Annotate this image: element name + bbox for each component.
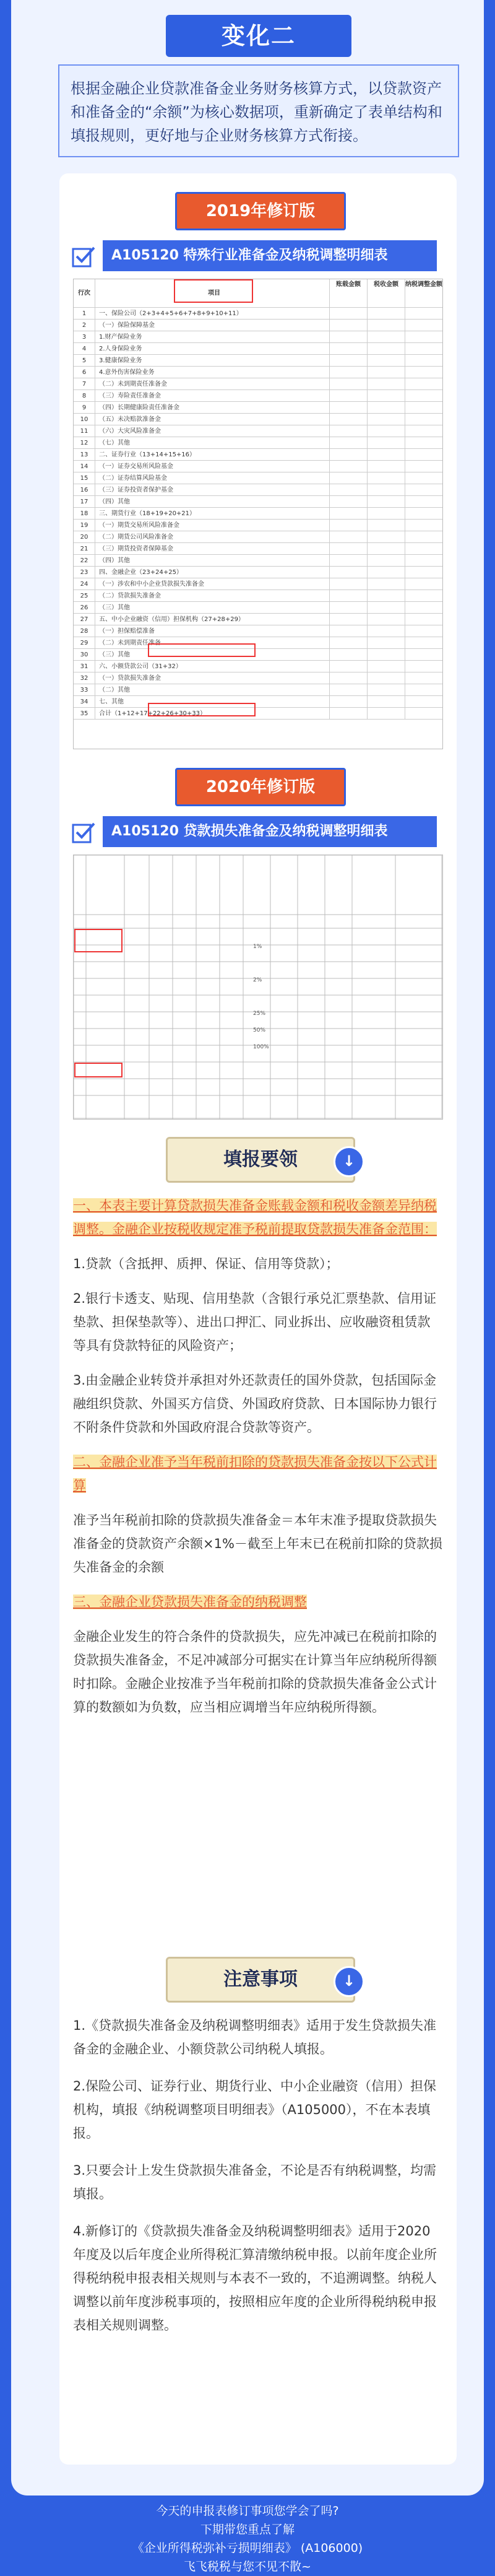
row-number: 29 xyxy=(74,637,95,648)
version-badge-2020: 2020年修订版 xyxy=(175,768,346,806)
table-row xyxy=(74,567,442,578)
table-row xyxy=(74,449,442,461)
row-item: 1.财产保险业务 xyxy=(95,331,330,342)
table-row xyxy=(74,555,442,567)
row-cell xyxy=(405,449,442,460)
table-title-2019 xyxy=(103,240,437,271)
row-cell xyxy=(368,367,405,378)
notes-p1: 1.《贷款损失准备金及纳税调整明细表》适用于发生贷款损失准备金的金融企业、小额贷款公司纳税人填报。 xyxy=(73,2018,437,2056)
row-item: （三）期货投资者保障基金 xyxy=(95,543,330,554)
table-row xyxy=(74,343,442,355)
row-number: 8 xyxy=(74,390,95,401)
table-row xyxy=(74,390,442,402)
row-number: 25 xyxy=(74,590,95,601)
row-cell xyxy=(405,390,442,401)
row-cell xyxy=(368,555,405,566)
table-row xyxy=(74,367,442,378)
table-row xyxy=(74,484,442,496)
row-number: 23 xyxy=(74,567,95,578)
row-number: 14 xyxy=(74,461,95,472)
row-number: 13 xyxy=(74,449,95,460)
row-cell xyxy=(405,625,442,637)
row-cell xyxy=(405,555,442,566)
guide-text xyxy=(73,1194,443,1719)
row-cell xyxy=(368,614,405,625)
row-number: 22 xyxy=(74,555,95,566)
table-row xyxy=(74,637,442,649)
row-cell xyxy=(405,320,442,331)
row-cell xyxy=(368,696,405,707)
row-item: （二）未到期责任准备 xyxy=(95,637,330,648)
row-cell xyxy=(368,461,405,472)
guide-p1: 一、本表主要计算贷款损失准备金账载金额和税收金额差异纳税调整。金融企业按税收规定准予税前提取贷款损失准备金范围： xyxy=(73,1198,437,1237)
row-item: 3.健康保险业务 xyxy=(95,355,330,366)
row-cell xyxy=(405,637,442,648)
row-item: 2.人身保险业务 xyxy=(95,343,330,354)
table-row xyxy=(74,696,442,708)
row-cell xyxy=(330,308,368,319)
row-cell xyxy=(405,496,442,507)
row-cell xyxy=(368,449,405,460)
row-cell xyxy=(330,390,368,401)
row-number: 1 xyxy=(74,308,95,319)
table-row xyxy=(74,508,442,520)
row-number: 32 xyxy=(74,672,95,684)
notes-p2: 2.保险公司、证券行业、期货行业、中小企业融资（信用）担保机构，填报《纳税调整项目明细表》（A105000），不在本表填报。 xyxy=(73,2079,437,2141)
table-row xyxy=(74,708,442,720)
highlight-box xyxy=(148,703,256,716)
row-item: 四、金融企业（23+24+25） xyxy=(95,567,330,578)
content-card xyxy=(11,0,484,2496)
row-number: 3 xyxy=(74,331,95,342)
row-number: 24 xyxy=(74,578,95,590)
row-cell xyxy=(405,614,442,625)
row-cell xyxy=(405,367,442,378)
row-cell xyxy=(330,555,368,566)
col-head-tax: 税收金额 xyxy=(368,279,405,308)
row-cell xyxy=(330,331,368,342)
row-cell xyxy=(330,614,368,625)
table-row xyxy=(74,684,442,696)
intro-text: 根据金融企业贷款准备金业务财务核算方式，以贷款资产和准备金的“余额”为核心数据项，重新确定了表单结构和填报规则，更好地与企业财务核算方式衔接。 xyxy=(58,64,459,157)
row-number: 20 xyxy=(74,531,95,542)
table-row xyxy=(74,578,442,590)
row-number: 9 xyxy=(74,402,95,413)
table-row xyxy=(74,308,442,320)
row-cell xyxy=(330,649,368,660)
row-cell xyxy=(330,543,368,554)
col-head-book: 账载金额 xyxy=(330,279,368,308)
table-name-2019: 特殊行业准备金及纳税调整明细表 xyxy=(183,248,388,263)
row-item: 五、中小企业融资（信用）担保机构（27+28+29） xyxy=(95,614,330,625)
row-cell xyxy=(330,567,368,578)
row-cell xyxy=(368,590,405,601)
pct-label: 25% xyxy=(253,1011,266,1017)
row-cell xyxy=(330,402,368,413)
row-item: （四）其他 xyxy=(95,496,330,507)
guide-p8: 金融企业发生的符合条件的贷款损失，应先冲减已在税前扣除的贷款损失准备金，不足冲减部分可据实在计算当年应纳税所得额时扣除。金融企业按准予当年税前扣除的贷款损失准备金公式计算的数额如为负数，应当相应调增当年应纳税所得额。 xyxy=(73,1629,437,1715)
row-cell xyxy=(405,402,442,413)
row-cell xyxy=(405,708,442,719)
row-cell xyxy=(368,355,405,366)
row-item: （一）贷款损失准备金 xyxy=(95,672,330,684)
guide-p3: 2.银行卡透支、贴现、信用垫款（含银行承兑汇票垫款、信用证垫款、担保垫款等）、进出口押汇、同业拆出、应收融资租赁款等具有贷款特征的风险资产； xyxy=(73,1291,437,1353)
row-cell xyxy=(330,684,368,695)
guide-label: 填报要领 xyxy=(223,1149,298,1170)
row-item: （一）担保赔偿准备 xyxy=(95,625,330,637)
table-row xyxy=(74,402,442,414)
row-cell xyxy=(330,472,368,484)
row-cell xyxy=(405,461,442,472)
row-cell xyxy=(330,637,368,648)
row-cell xyxy=(368,472,405,484)
notes-label: 注意事项 xyxy=(223,1969,298,1990)
table-code-2019: A105120 xyxy=(111,248,179,263)
guide-p5: 二、金融企业准予当年税前扣除的贷款损失准备金按以下公式计算 xyxy=(73,1455,437,1493)
col-head-adjust: 纳税调整金额 xyxy=(405,281,442,288)
row-number: 6 xyxy=(74,367,95,378)
row-item: （三）寿险责任准备金 xyxy=(95,390,330,401)
table-body xyxy=(74,308,442,720)
table-title-2020 xyxy=(103,816,437,847)
row-cell xyxy=(330,355,368,366)
row-number: 18 xyxy=(74,508,95,519)
row-cell xyxy=(330,508,368,519)
row-cell xyxy=(330,625,368,637)
guide-p6: 准予当年税前扣除的贷款损失准备金＝本年末准予提取贷款损失准备金的贷款资产余额×1%－截至上年末已在税前扣除的贷款损失准备金的余额 xyxy=(73,1513,442,1575)
table-2020 xyxy=(73,855,443,1120)
row-cell xyxy=(368,625,405,637)
row-cell xyxy=(330,425,368,437)
row-item: （一）期货交易所风险准备金 xyxy=(95,520,330,531)
row-cell xyxy=(405,355,442,366)
row-cell xyxy=(405,378,442,389)
row-cell xyxy=(368,343,405,354)
table-row xyxy=(74,531,442,543)
row-number: 17 xyxy=(74,496,95,507)
row-item: （二）其他 xyxy=(95,684,330,695)
row-cell xyxy=(330,578,368,590)
version-badge-2019: 2019年修订版 xyxy=(175,192,346,230)
row-cell xyxy=(330,661,368,672)
row-cell xyxy=(405,472,442,484)
row-number: 35 xyxy=(74,708,95,719)
arrow-down-icon: ↓ xyxy=(334,1966,364,1997)
section-pill-guide xyxy=(166,1137,355,1183)
row-item: 二、证券行业（13+14+15+16） xyxy=(95,449,330,460)
table-row xyxy=(74,378,442,390)
table-row xyxy=(74,320,442,331)
row-number: 34 xyxy=(74,696,95,707)
notes-text xyxy=(73,2014,443,2337)
row-number: 4 xyxy=(74,343,95,354)
row-cell xyxy=(368,543,405,554)
row-cell xyxy=(405,590,442,601)
row-cell xyxy=(330,367,368,378)
row-cell xyxy=(405,331,442,342)
row-number: 2 xyxy=(74,320,95,331)
row-item: （五）未决赔款准备金 xyxy=(95,414,330,425)
table-row xyxy=(74,437,442,449)
row-cell xyxy=(405,437,442,448)
table-row xyxy=(74,425,442,437)
table-code-2020: A105120 xyxy=(111,824,179,839)
row-item: 4.意外伤害保险业务 xyxy=(95,367,330,378)
footer-line-1: 今天的申报表修订事项您学会了吗? xyxy=(156,2504,339,2518)
section-title: 变化二 xyxy=(166,15,351,57)
table-row xyxy=(74,602,442,614)
row-cell xyxy=(368,520,405,531)
row-cell xyxy=(368,308,405,319)
row-cell xyxy=(330,461,368,472)
highlight-box xyxy=(174,279,253,303)
row-number: 5 xyxy=(74,355,95,366)
row-cell xyxy=(368,708,405,719)
row-number: 27 xyxy=(74,614,95,625)
table-row xyxy=(74,543,442,555)
row-number: 31 xyxy=(74,661,95,672)
row-cell xyxy=(405,684,442,695)
highlight-box xyxy=(148,643,256,657)
row-cell xyxy=(368,425,405,437)
table-row xyxy=(74,355,442,367)
row-cell xyxy=(330,437,368,448)
pct-label: 2% xyxy=(253,977,262,983)
pct-label: 1% xyxy=(253,944,262,950)
row-item: （六）大灾风险准备金 xyxy=(95,425,330,437)
row-cell xyxy=(405,543,442,554)
pct-label: 50% xyxy=(253,1027,266,1033)
row-item: 一、保险公司（2+3+4+5+6+7+8+9+10+11） xyxy=(95,308,330,319)
row-cell xyxy=(368,672,405,684)
row-item: （二）期货公司风险准备金 xyxy=(95,531,330,542)
row-number: 30 xyxy=(74,649,95,660)
table-row xyxy=(74,614,442,625)
row-number: 28 xyxy=(74,625,95,637)
guide-p7: 三、金融企业贷款损失准备金的纳税调整 xyxy=(73,1595,307,1609)
table-name-2020: 贷款损失准备金及纳税调整明细表 xyxy=(183,824,388,839)
row-number: 10 xyxy=(74,414,95,425)
row-item: （一）涉农和中小企业贷款损失准备金 xyxy=(95,578,330,590)
row-cell xyxy=(368,508,405,519)
notes-p4: 4.新修订的《贷款损失准备金及纳税调整明细表》适用于2020年度及以后年度企业所得税汇算清缴纳税申报。以前年度企业所得税纳税申报表相关规则与本表不一致的，不追溯调整。纳税人调整以前年度涉税事项的，按照相应年度的企业所得税纳税申报表相关规则调整。 xyxy=(73,2224,437,2333)
table-row xyxy=(74,472,442,484)
table-row xyxy=(74,672,442,684)
row-cell xyxy=(405,567,442,578)
table-grid xyxy=(74,855,442,1119)
row-cell xyxy=(330,378,368,389)
row-item: 六、小额贷款公司（31+32） xyxy=(95,661,330,672)
footer xyxy=(0,2502,495,2576)
table-row xyxy=(74,649,442,661)
table-row xyxy=(74,520,442,531)
row-cell xyxy=(405,520,442,531)
notes-p3: 3.只要会计上发生贷款损失准备金，不论是否有纳税调整，均需填报。 xyxy=(73,2163,437,2201)
row-item: （七）其他 xyxy=(95,437,330,448)
row-cell xyxy=(405,343,442,354)
guide-p2: 1.贷款（含抵押、质押、保证、信用等贷款）； xyxy=(73,1256,339,1271)
row-number: 19 xyxy=(74,520,95,531)
row-number: 33 xyxy=(74,684,95,695)
row-cell xyxy=(368,320,405,331)
table-row xyxy=(74,496,442,508)
row-item: （一）证券交易所风险基金 xyxy=(95,461,330,472)
row-cell xyxy=(368,684,405,695)
row-cell xyxy=(330,672,368,684)
main-panel xyxy=(59,173,457,2465)
row-cell xyxy=(368,649,405,660)
row-cell xyxy=(405,649,442,660)
row-cell xyxy=(405,414,442,425)
section-pill-notes xyxy=(166,1957,355,2003)
row-cell xyxy=(368,531,405,542)
table-row xyxy=(74,590,442,602)
row-cell xyxy=(405,672,442,684)
row-item: （一）保险保障基金 xyxy=(95,320,330,331)
checkbox-icon xyxy=(72,244,97,269)
row-cell xyxy=(405,508,442,519)
row-cell xyxy=(330,602,368,613)
table-row xyxy=(74,331,442,343)
row-cell xyxy=(330,414,368,425)
footer-line-4: 飞飞税税与您不见不散~ xyxy=(184,2560,311,2574)
pct-label: 100% xyxy=(253,1044,269,1050)
table-header-row xyxy=(74,279,442,308)
arrow-down-icon: ↓ xyxy=(334,1146,364,1177)
row-number: 11 xyxy=(74,425,95,437)
col-head-item: 项目 xyxy=(95,279,330,307)
row-cell xyxy=(330,708,368,719)
row-number: 16 xyxy=(74,484,95,495)
row-cell xyxy=(405,602,442,613)
row-cell xyxy=(368,567,405,578)
row-cell xyxy=(330,449,368,460)
table-2019 xyxy=(73,279,443,749)
row-cell xyxy=(330,531,368,542)
row-cell xyxy=(368,402,405,413)
row-cell xyxy=(405,578,442,590)
row-cell xyxy=(368,578,405,590)
row-number: 26 xyxy=(74,602,95,613)
row-cell xyxy=(405,696,442,707)
row-cell xyxy=(368,496,405,507)
row-cell xyxy=(405,661,442,672)
row-cell xyxy=(330,696,368,707)
row-cell xyxy=(368,437,405,448)
row-cell xyxy=(330,590,368,601)
row-item: 合计（1+12+17+22+26+30+33） xyxy=(95,708,330,719)
row-cell xyxy=(330,343,368,354)
row-item: （二）未到期责任准备金 xyxy=(95,378,330,389)
row-cell xyxy=(368,378,405,389)
row-cell xyxy=(405,425,442,437)
row-item: （四）长期健康险责任准备金 xyxy=(95,402,330,413)
row-cell xyxy=(330,520,368,531)
row-cell xyxy=(330,320,368,331)
row-cell xyxy=(368,661,405,672)
table-row xyxy=(74,625,442,637)
row-item: （二）贷款损失准备金 xyxy=(95,590,330,601)
row-item: 三、期货行业（18+19+20+21） xyxy=(95,508,330,519)
checkbox-icon xyxy=(72,820,97,845)
row-item: （四）其他 xyxy=(95,555,330,566)
row-item: （三）其他 xyxy=(95,649,330,660)
row-item: 七、其他 xyxy=(95,696,330,707)
row-number: 7 xyxy=(74,378,95,389)
row-cell xyxy=(368,637,405,648)
row-cell xyxy=(405,531,442,542)
guide-p4: 3.由金融企业转贷并承担对外还款责任的国外贷款，包括国际金融组织贷款、外国买方信贷、外国政府贷款、日本国际协力银行不附条件贷款和外国政府混合贷款等资产。 xyxy=(73,1373,437,1435)
row-cell xyxy=(330,484,368,495)
col-head-line: 行次 xyxy=(74,279,95,307)
row-cell xyxy=(368,602,405,613)
row-number: 15 xyxy=(74,472,95,484)
table-row xyxy=(74,414,442,425)
row-number: 12 xyxy=(74,437,95,448)
footer-line-3: 《企业所得税弥补亏损明细表》 (A106000) xyxy=(132,2541,363,2555)
row-item: （二）证券结算风险基金 xyxy=(95,472,330,484)
row-item: （三）其他 xyxy=(95,602,330,613)
row-cell xyxy=(405,484,442,495)
table-row xyxy=(74,661,442,672)
row-cell xyxy=(368,390,405,401)
row-cell xyxy=(330,496,368,507)
footer-line-2: 下期带您重点了解 xyxy=(200,2523,295,2536)
row-cell xyxy=(368,414,405,425)
row-cell xyxy=(405,308,442,319)
row-number: 21 xyxy=(74,543,95,554)
row-cell xyxy=(368,484,405,495)
row-cell xyxy=(368,331,405,342)
table-row xyxy=(74,461,442,472)
row-item: （三）证券投资者保护基金 xyxy=(95,484,330,495)
